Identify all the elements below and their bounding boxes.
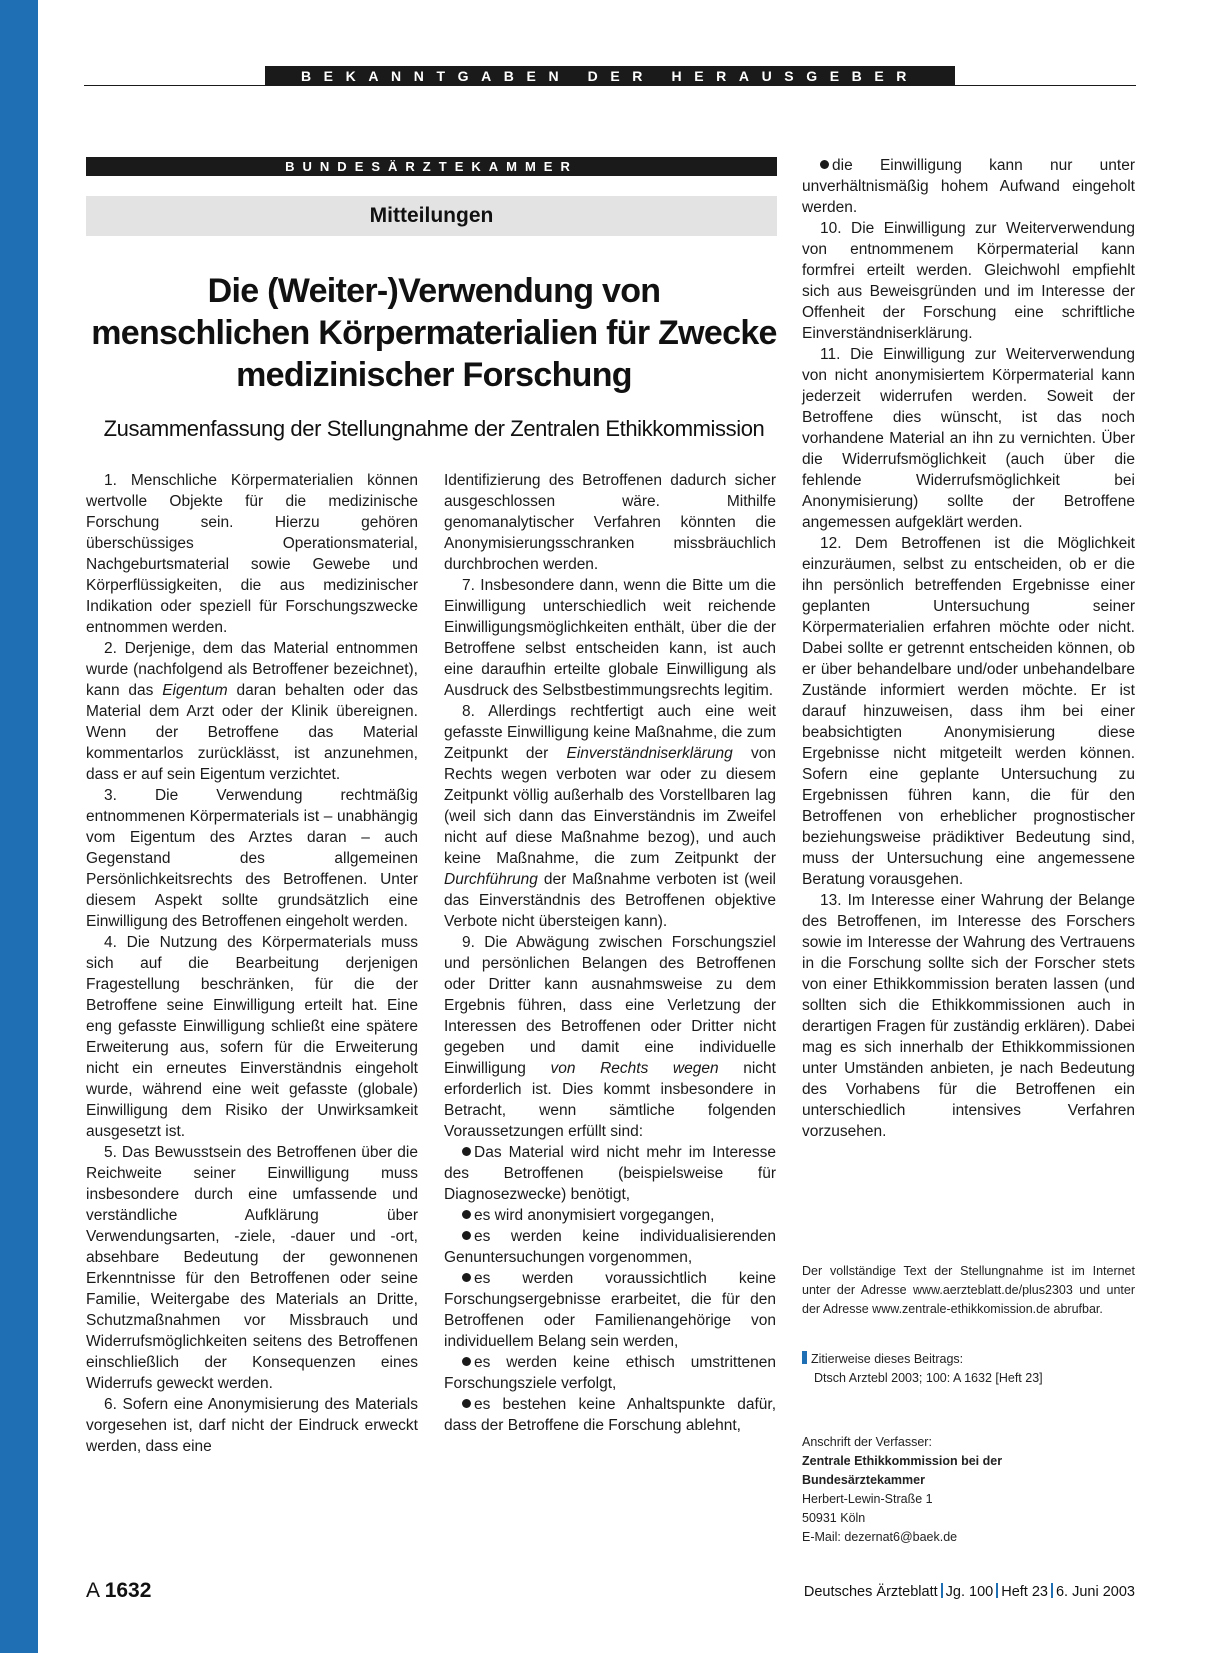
footer-separator (941, 1583, 943, 1598)
citation-note (802, 1350, 1135, 1388)
bullet-icon (462, 1399, 471, 1408)
top-rule (84, 85, 1136, 86)
page-prefix: A (86, 1579, 99, 1602)
paragraph-10: 10. Die Einwilligung zur Weiterverwendung von entnommenem Körpermaterial kann formfrei erteilt werden. Gleichwohl empfiehlt sich aus Beweisgründen und im Interesse der Offenheit der Forschung eine schriftliche Einverständniserklärung. (802, 220, 1135, 342)
bullet-icon (820, 160, 829, 169)
paragraph-3: 3. Die Verwendung rechtmäßig entnommenen Körpermaterials ist – unabhängig vom Eigentum des Arztes daran – auch Gegenstand des allgemeinen Persönlichkeitsrechts des Betroffenen. Unter diesem Aspekt sollte grundsätzlich eine Einwilligung des Betroffenen eingeholt werden. (86, 787, 418, 930)
article-subtitle: Zusammenfassung der Stellungnahme der Zentralen Ethikkommission (103, 416, 765, 441)
paragraph-12: 12. Dem Betroffenen ist die Möglichkeit einzuräumen, selbst zu entscheiden, ob er die ihn persönlich betreffenden Ergebnisse einer geplanten Untersuchung seiner Körpermaterialien erfahren möchte oder nicht. Dabei sollte er getrennt entscheiden können, ob er über behandelbare und/oder unbehandelbare Zustände informiert werden möchte. Er ist darauf hinzuweisen, dass ihm bei einer beabsichtigten Anonymisierung diese Ergebnisse nicht mitgeteilt werden können. Sofern eine geplante Untersuchung zu Ergebnissen führen kann, die für den Betroffenen von erheblicher prognostischer beziehungsweise prädiktiver Bedeutung sind, muss der Untersuchung eine angemessene Beratung vorausgehen. (802, 535, 1135, 888)
citation-reference: Dtsch Arztebl 2003; 100: A 1632 [Heft 23] (814, 1371, 1043, 1385)
title-line-1: Die (Weiter-)Verwendung von (207, 272, 661, 310)
paragraph-9: 9. Die Abwägung zwischen Forschungsziel und persönlichen Belangen des Betroffenen oder Dritter kann ausnahmsweise zu dem Ergebnis führen, dass eine Verletzung der Interessen des Betroffenen oder Dritter nicht gegeben und damit eine individuelle Einwilligung von Rechts wegen nicht erforderlich ist. Dies kommt insbesondere in Betracht, wenn sämtliche folgenden Voraussetzungen erfüllt sind: (444, 934, 776, 1140)
citation-marker-icon (802, 1351, 807, 1364)
fulltext-note: Der vollständige Text der Stellungnahme ist im Internet unter der Adresse www.aerzteblatt.de/plus2303 und unter der Adresse www.zentrale-ethikkomission.de abrufbar. (802, 1264, 1135, 1316)
list-item: es wird anonymisiert vorgegangen, (444, 1205, 776, 1226)
footer-separator (1051, 1583, 1053, 1598)
journal-date: 6. Juni 2003 (1055, 1584, 1135, 1600)
footer-separator (996, 1583, 998, 1598)
page-number-value: 1632 (104, 1579, 152, 1602)
top-category-band: BEKANNTGABEN DER HERAUSGEBER (265, 66, 955, 86)
bullet-icon (462, 1231, 471, 1240)
list-item: Das Material wird nicht mehr im Interesse des Betroffenen (beispielsweise für Diagnosezwecke) benötigt, (444, 1144, 776, 1203)
address-email: E-Mail: dezernat6@baek.de (802, 1530, 958, 1544)
paragraph-2: 2. Derjenige, dem das Material entnommen wurde (nachfolgend als Betroffener bezeichnet), kann das Eigentum daran behalten oder das Material dem Arzt oder der Klinik übereignen. Wenn der Betroffene das Material kommentarlos zurücklässt, ist anzunehmen, dass er auf sein Eigentum verzichtet. (86, 640, 419, 783)
bullet-icon (462, 1357, 471, 1366)
paragraph-8: 8. Allerdings rechtfertigt auch eine weit gefasste Einwilligung keine Maßnahme, die zum Zeitpunkt der Einverständniserklärung von Rechts wegen verboten war oder zu diesem Zeitpunkt völlig außerhalb des Vorstellbaren lag (weil sich dann das Einverständnis im Zweifel nicht auf diese Maßnahme bezog), und auch keine Maßnahme, die zum Zeitpunkt der Durchführung der Maßnahme verboten ist (weil das Einverständnis des Betroffenen objektive Verbote nicht übersteigen kann). (444, 703, 776, 930)
journal-name: Deutsches Ärzteblatt (803, 1584, 938, 1600)
list-item: es werden voraussichtlich keine Forschungsergebnisse erarbeitet, die für den Betroffenen oder Familienangehörige von individuellem Belang sein werden, (444, 1270, 776, 1350)
title-line-2: menschlichen Körpermaterialien für Zwecke (91, 314, 777, 352)
list-item: es werden keine ethisch umstrittenen Forschungsziele verfolgt, (444, 1354, 776, 1392)
article-title (84, 270, 784, 396)
address-city: 50931 Köln (802, 1511, 866, 1525)
text-column-1 (86, 470, 418, 1457)
text-column-3 (802, 155, 1135, 1142)
address-org-line-2: Bundesärztekammer (802, 1473, 925, 1487)
journal-volume: Jg. 100 (945, 1584, 994, 1600)
address-street: Herbert-Lewin-Straße 1 (802, 1492, 933, 1506)
paragraph-1: 1. Menschliche Körpermaterialien können wertvolle Objekte für die medizinische Forschung sein. Hierzu gehören überschüssiges Operationsmaterial, Nachgeburtsmaterial sowie Gewebe und Körperflüssigkeiten, die aus medizinischer Indikation oder speziell für Forschungszwecke entnommen werden. (86, 472, 418, 636)
bullet-icon (462, 1273, 471, 1282)
paragraph-5: 5. Das Bewusstsein des Betroffenen über die Reichweite seiner Einwilligung muss insbesondere durch eine umfassende und verständliche Aufklärung über Verwendungsarten, -ziele, -dauer und -ort, absehbare Bedeutung der gewonnenen Erkenntnisse für den Betroffenen oder seine Familie, Weitergabe des Materials an Dritte, Schutzmaßnahmen vor Missbrauch und Widerrufsmöglichkeiten seitens des Betroffenen einschließlich der Konsequenzen eines Widerrufs geweckt werden. (86, 1144, 418, 1392)
paragraph-13: 13. Im Interesse einer Wahrung der Belange des Betroffenen, im Interesse des Forschers sowie im Interesse der Wahrung des Vertrauens in die Forschung sollte sich der Forscher stets von einer Ethikkommission beraten lassen (und sollten sich die Ethikkommissionen auch in derartigen Fragen für zuständig erklären). Dabei mag es sich innerhalb der Ethikkommissionen unter Umständen anbieten, je nach Bedeutung des Vorhabens für die Betroffenen ein unterschiedlich intensives Verfahren vorzusehen. (802, 892, 1135, 1140)
list-item: es bestehen keine Anhaltspunkte dafür, dass der Betroffene die Forschung ablehnt, (444, 1396, 776, 1434)
section-band: BUNDESÄRZTEKAMMER (86, 157, 777, 176)
paragraph-6-start: 6. Sofern eine Anonymisierung des Materials vorgesehen ist, darf nicht der Eindruck erweckt werden, dass eine (86, 1396, 418, 1455)
bullet-icon (462, 1147, 471, 1156)
journal-footer (804, 1582, 1135, 1602)
page-number (86, 1578, 151, 1604)
title-line-3: medizinischer Forschung (236, 356, 632, 394)
rubric-band: Mitteilungen (86, 196, 777, 236)
citation-label: Zitierweise dieses Beitrags: (811, 1352, 964, 1366)
side-color-stripe (0, 0, 38, 1653)
address-org-line-1: Zentrale Ethikkommission bei der (802, 1454, 1003, 1468)
list-item: es werden keine individualisierenden Genuntersuchungen vorgenommen, (444, 1228, 776, 1266)
list-item: die Einwilligung kann nur unter unverhältnismäßig hohem Aufwand eingeholt werden. (802, 157, 1135, 216)
bullet-icon (462, 1210, 471, 1219)
paragraph-11: 11. Die Einwilligung zur Weiterverwendung von nicht anonymisiertem Körpermaterial kann jederzeit widerrufen werden. Soweit der Betroffene dies wünscht, ist das noch vorhandene Material an ihn zu vernichten. Über die Widerrufsmöglichkeit (auch über die fehlende Widerrufsmöglichkeit bei Anonymisierung) sollte der Betroffene angemessen aufgeklärt werden. (802, 346, 1135, 531)
journal-issue: Heft 23 (1001, 1584, 1048, 1600)
paragraph-7: 7. Insbesondere dann, wenn die Bitte um die Einwilligung unterschiedlich weit reichende Einwilligungsmöglichkeiten enthält, über die der Betroffene selbst entscheiden kann, ist auch eine daraufhin erteilte globale Einwilligung als Ausdruck des Selbstbestimmungsrechts legitim. (444, 577, 776, 699)
address-label: Anschrift der Verfasser: (802, 1435, 932, 1449)
paragraph-4: 4. Die Nutzung des Körpermaterials muss sich auf die Bearbeitung derjenigen Fragestellung beschränken, für die der Betroffene seine Einwilligung erteilt hat. Eine eng gefasste Einwilligung schließt eine spätere Erweiterung aus, sofern für die Erweiterung nicht ein erneutes Einverständnis eingeholt wurde, während eine weit gefasste (globale) Einwilligung dem Risiko der Unwirksamkeit ausgesetzt ist. (86, 934, 418, 1140)
author-address (802, 1433, 1135, 1547)
text-column-2 (444, 470, 776, 1436)
paragraph-6-end: Identifizierung des Betroffenen dadurch sicher ausgeschlossen wäre. Mithilfe genomanalytischer Verfahren könnten die Anonymisierungsschranken missbräuchlich durchbrochen werden. (444, 472, 776, 573)
